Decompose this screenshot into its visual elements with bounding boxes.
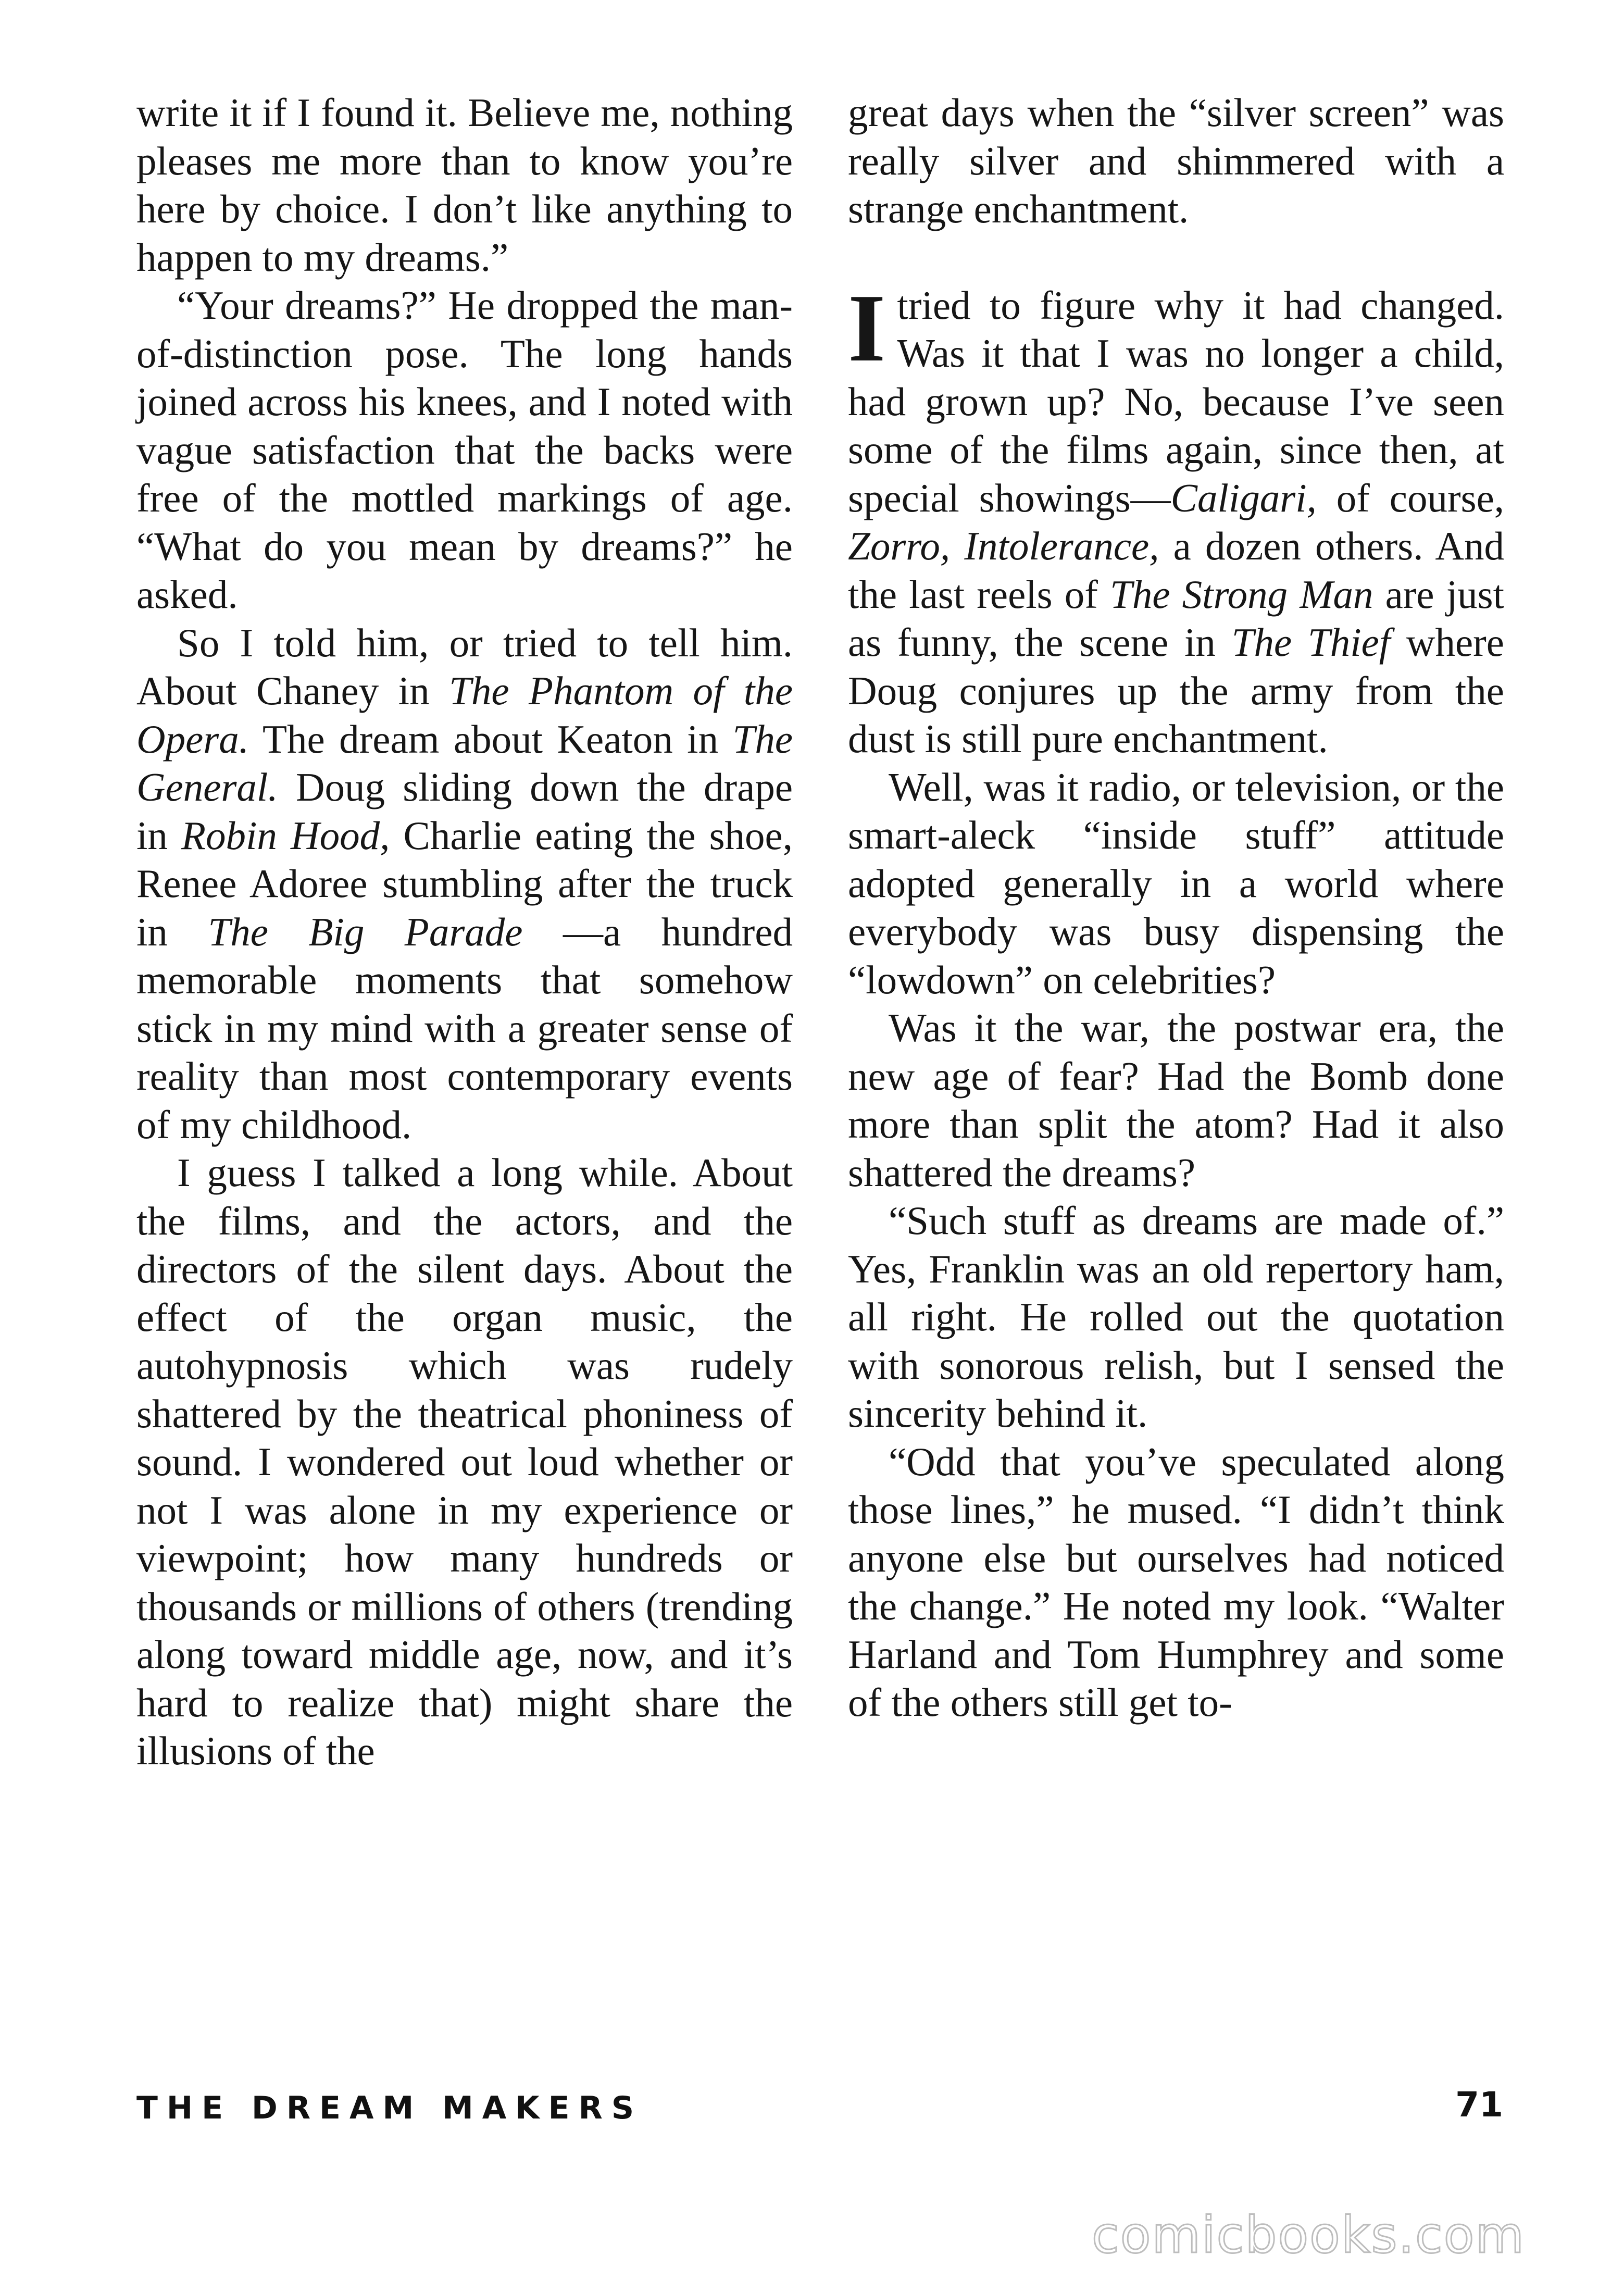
drop-cap: I [848,274,886,382]
text-run: a dozen others. And the last reels of [848,524,1504,617]
paragraph [848,274,1504,763]
text-run: tried to figure why it had changed. Was it that I was no longer a child, had grown up? No, because I’ve seen some of the films again, since then, at special showings— [848,282,1504,520]
text-run: are just as funny, the scene in [848,571,1504,665]
right-column [848,89,1504,1727]
film-title: The Strong Man [1110,571,1373,617]
paragraph [136,619,793,1149]
film-title: Zorro, Intolerance, [848,524,1159,568]
paragraph: “Your dreams?” He dropped the man-of-distinction pose. The long hands joined across his knees, and I noted with vague satisfaction that the backs were free of the mottled markings of age. “What do you mean by dreams?” he asked. [136,283,793,617]
film-title: The Big Parade [208,909,523,954]
text-run: —a hundred memorable moments that somehow stick in my mind with a greater sense of reality than most contemporary events of my childhood. [136,909,793,1147]
text-run: Doug sliding down the drape in [136,765,793,858]
section-break [848,233,1504,281]
text-run: The dream about Keaton in [249,716,733,762]
text-run: So I told him, or tried to tell him. About Chaney in [136,620,793,713]
paragraph: Was it the war, the postwar era, the new age of fear? Had the Bomb done more than split the atom? Had it also shattered the dreams? [848,1005,1504,1195]
film-title: The Phantom of the Opera. [136,668,793,762]
film-title: The Thief [1231,620,1391,665]
paragraph: “Such stuff as dreams are made of.” Yes, Franklin was an old repertory ham, all right. He rolled out the quotation with sonorous relish, but I sensed the sincerity behind it. [848,1198,1504,1436]
page-number: 71 [1455,2085,1503,2125]
left-column [136,89,793,1775]
running-footer-title: THE DREAM MAKERS [136,2090,643,2126]
paragraph: write it if I found it. Believe me, nothing pleases me more than to know you’re here by choice. I don’t like anything to happen to my dreams.” [136,90,793,280]
film-title: Caligari, [1170,475,1317,520]
text-run: where Doug conjures up the army from the dust is still pure enchantment. [848,620,1504,761]
text-run: of course, [1316,475,1504,520]
text-run: Charlie eating the shoe, Renee Adoree stumbling after the truck in [136,813,793,954]
film-title: Robin Hood, [181,813,390,858]
paragraph: great days when the “silver screen” was really silver and shimmered with a strange enchantment. [848,90,1504,231]
paragraph: Well, was it radio, or television, or the smart-aleck “inside stuff” attitude adopted generally in a world where everybody was busy dispensing the “lowdown” on celebrities? [848,764,1504,1002]
paragraph: I guess I talked a long while. About the films, and the actors, and the directors of the silent days. About the effect of the organ music, the autohypnosis which was rudely shattered by the theatrical phoniness of sound. I wondered out loud whether or not I was alone in my experience or viewpoint; how many hundreds or thousands or millions of others (trending along toward middle age, now, and it’s hard to realize that) might share the illusions of the [136,1150,793,1773]
site-watermark: comicbooks.com [1091,2206,1525,2264]
film-title: The General. [136,716,793,809]
paragraph: “Odd that you’ve speculated along those lines,” he mused. “I didn’t think anyone else but ourselves had noticed the change.” He noted my look. “Walter Harland and Tom Humphrey and some of the others still get to- [848,1439,1504,1725]
